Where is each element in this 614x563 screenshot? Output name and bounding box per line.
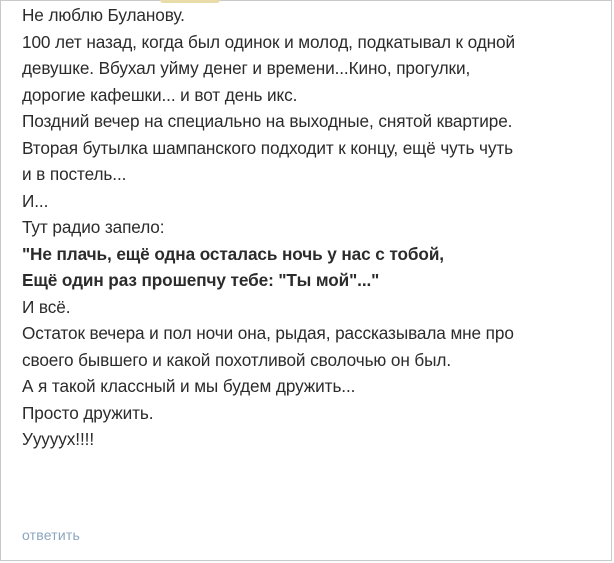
comment-line: Остаток вечера и пол ночи она, рыдая, рассказывала мне про <box>22 323 514 343</box>
comment-line: Тут радио запело: <box>22 217 165 237</box>
comment-line: Не люблю Буланову. <box>22 5 185 25</box>
comment-line: И всё. <box>22 296 71 317</box>
comment-line: А я такой классный и мы будем дружить... <box>22 376 356 396</box>
comment-line: девушке. Вбухал уйму денег и времени...Кино, прогулки, <box>22 58 471 78</box>
comment-line: Поздний вечер на специально на выходные, снятой квартире. <box>22 111 513 131</box>
comment-line: И... <box>22 190 49 211</box>
comment-text <box>22 2 602 453</box>
comment-line: своего бывшего и какой похотливой сволочью он был. <box>22 349 452 370</box>
song-quote-line: "Не плачь, ещё одна осталась ночь у нас с тобой, <box>22 243 444 264</box>
comment-line: 100 лет назад, когда был одинок и молод, подкатывал к одной <box>22 31 516 52</box>
comment-line: Вторая бутылка шампанского подходит к концу, ещё чуть чуть <box>22 137 513 158</box>
reply-link[interactable]: ответить <box>22 527 81 543</box>
comment-line: Просто дружить. <box>22 402 154 423</box>
comment-line: и в постель... <box>22 164 127 184</box>
comment-line: Ууууух!!!! <box>22 429 94 449</box>
song-quote-line: Ещё один раз прошепчу тебе: "Ты мой"..." <box>22 270 380 290</box>
comment-line: дорогие кафешки... и вот день икс. <box>22 84 298 105</box>
